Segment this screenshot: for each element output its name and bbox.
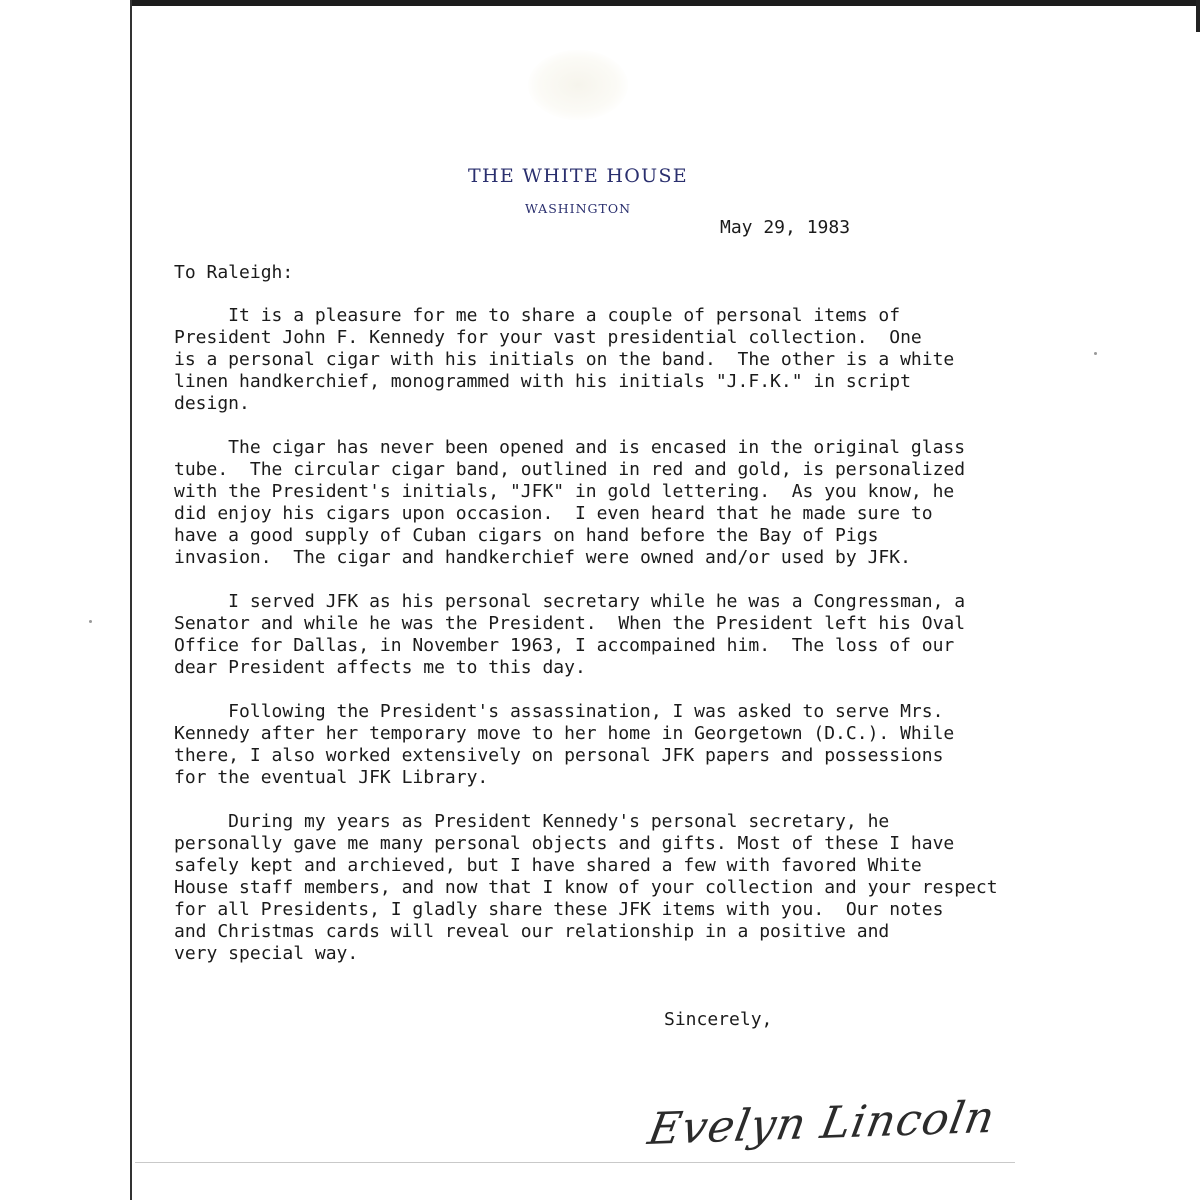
text-line: for the eventual JFK Library. (174, 767, 489, 788)
scan-border-right (1196, 0, 1200, 32)
text-line: and Christmas cards will reveal our relationship in a positive and (174, 921, 890, 942)
text-line: House staff members, and now that I know of your collection and your respect (174, 877, 998, 898)
text-line: dear President affects me to this day. (174, 657, 586, 678)
embossed-seal (528, 50, 628, 120)
handwritten-signature: Evelyn Lincoln (644, 1092, 1000, 1155)
paper-speck (1094, 352, 1097, 355)
page-bottom-rule (135, 1162, 1015, 1163)
text-line: Senator and while he was the President. When the President left his Oval (174, 613, 966, 634)
text-line: Kennedy after her temporary move to her home in Georgetown (D.C.). While (174, 723, 955, 744)
text-line: is a personal cigar with his initials on the band. The other is a white (174, 349, 955, 370)
text-line: did enjoy his cigars upon occasion. I even heard that he made sure to (174, 503, 933, 524)
text-line: I served JFK as his personal secretary while he was a Congressman, a (174, 591, 966, 612)
salutation: To Raleigh: (174, 262, 294, 283)
letterhead-title: THE WHITE HOUSE (468, 165, 688, 187)
text-line: design. (174, 393, 250, 414)
text-line: It is a pleasure for me to share a couple of personal items of (174, 305, 901, 326)
text-line: President John F. Kennedy for your vast presidential collection. One (174, 327, 922, 348)
closing: Sincerely, (664, 1009, 773, 1030)
text-line: there, I also worked extensively on personal JFK papers and possessions (174, 745, 944, 766)
text-line: personally gave me many personal objects and gifts. Most of these I have (174, 833, 955, 854)
text-line: with the President's initials, "JFK" in gold lettering. As you know, he (174, 481, 955, 502)
letterhead-city: WASHINGTON (524, 201, 632, 216)
text-line: very special way. (174, 943, 359, 964)
text-line: linen handkerchief, monogrammed with his initials "J.F.K." in script (174, 371, 911, 392)
scan-border-top (130, 0, 1200, 6)
text-line: The cigar has never been opened and is encased in the original glass (174, 437, 966, 458)
text-line: invasion. The cigar and handkerchief were owned and/or used by JFK. (174, 547, 911, 568)
text-line: Office for Dallas, in November 1963, I accompained him. The loss of our (174, 635, 955, 656)
text-line: Following the President's assassination, I was asked to serve Mrs. (174, 701, 944, 722)
text-line: tube. The circular cigar band, outlined in red and gold, is personalized (174, 459, 966, 480)
text-line: safely kept and archieved, but I have shared a few with favored White (174, 855, 922, 876)
text-line: have a good supply of Cuban cigars on hand before the Bay of Pigs (174, 525, 879, 546)
paper-speck (89, 620, 92, 623)
text-line: for all Presidents, I gladly share these JFK items with you. Our notes (174, 899, 944, 920)
letter-date: May 29, 1983 (720, 217, 851, 238)
text-line: During my years as President Kennedy's personal secretary, he (174, 811, 890, 832)
